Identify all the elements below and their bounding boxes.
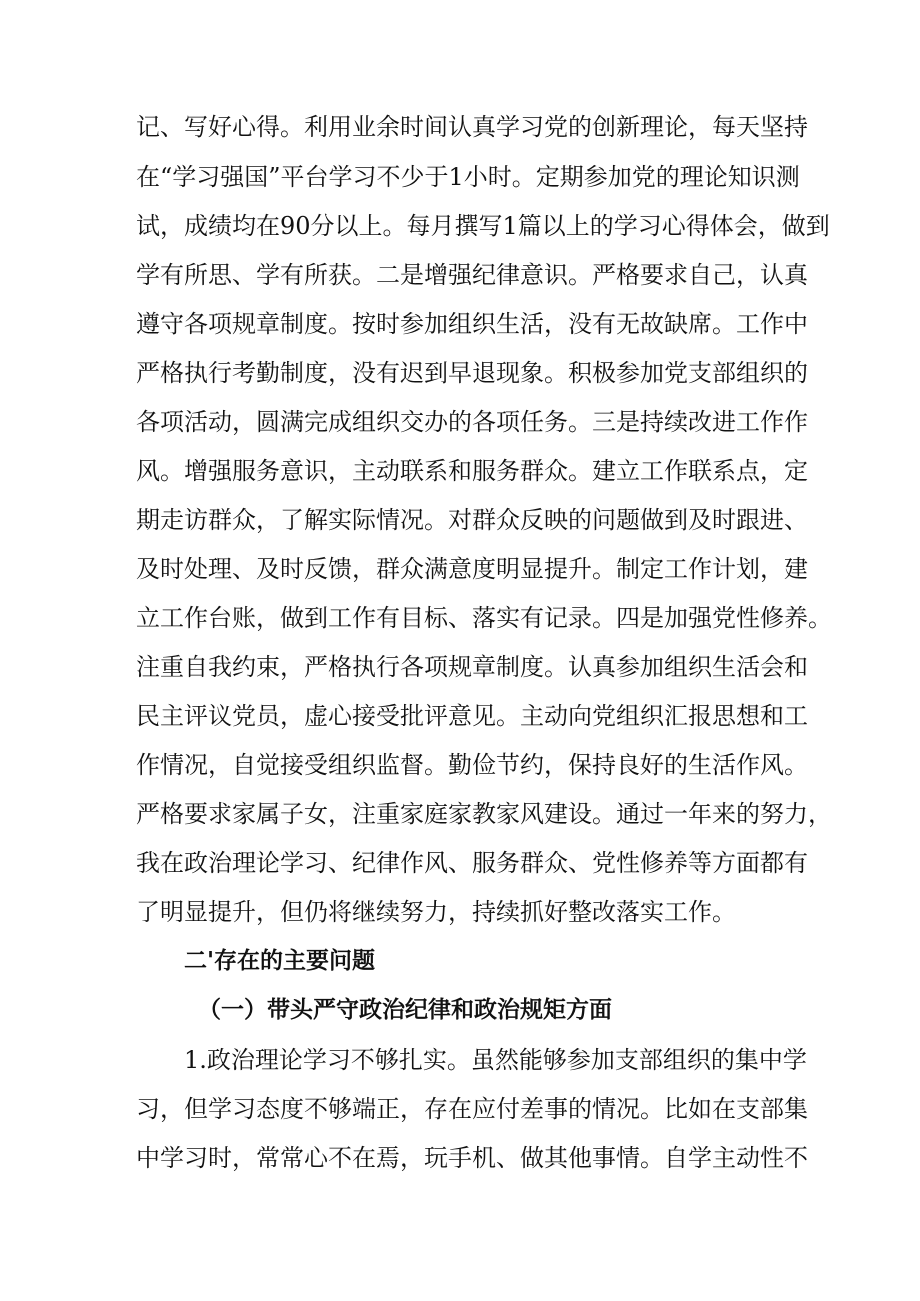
paragraph-line: 风。增强服务意识，主动联系和服务群众。建立工作联系点，定 [136,457,808,485]
paragraph-line: 严格执行考勤制度，没有迟到早退现象。积极参加党支部组织的 [136,359,808,387]
paragraph-line: 习，但学习态度不够端正，存在应付差事的情况。比如在支部集 [136,1095,808,1123]
paragraph-line: 各项活动，圆满完成组织交办的各项任务。三是持续改进工作作 [136,408,808,436]
paragraph-line: 中学习时，常常心不在焉，玩手机、做其他事情。自学主动性不 [136,1144,808,1172]
paragraph-line: 立工作台账，做到工作有目标、落实有记录。四是加强党性修养。 [136,604,832,632]
paragraph-line: 记、写好心得。利用业余时间认真学习党的创新理论，每天坚持 [136,113,808,141]
paragraph-line: 在“学习强国”平台学习不少于1小时。定期参加党的理论知识测 [136,163,800,191]
paragraph-line: 及时处理、及时反馈，群众满意度明显提升。制定工作计划，建 [136,555,808,583]
paragraph-line: 民主评议党员，虚心接受批评意见。主动向党组织汇报思想和工 [136,702,808,730]
paragraph-line: 注重自我约束，严格执行各项规章制度。认真参加组织生活会和 [136,653,808,681]
paragraph-line: 试，成绩均在90分以上。每月撰写1篇以上的学习心得体会，做到 [136,212,830,240]
paragraph-line: 期走访群众，了解实际情况。对群众反映的问题做到及时跟进、 [136,506,808,534]
paragraph-line: 了明显提升，但仍将继续努力，持续抓好整改落实工作。 [136,898,736,926]
paragraph-line: 遵守各项规章制度。按时参加组织生活，没有无故缺席。工作中 [136,310,808,338]
paragraph-line: 我在政治理论学习、纪律作风、服务群众、党性修养等方面都有 [136,849,808,877]
paragraph-line: 严格要求家属子女，注重家庭家教家风建设。通过一年来的努力， [136,800,832,828]
paragraph-line: 学有所思、学有所获。二是增强纪律意识。严格要求自己，认真 [136,261,808,289]
section-heading: 二'存在的主要问题 [184,948,376,974]
paragraph-line: 作情况，自觉接受组织监督。勤俭节约，保持良好的生活作风。 [136,751,808,779]
paragraph-line: 1.政治理论学习不够扎实。虽然能够参加支部组织的集中学 [184,1046,807,1074]
subsection-heading: （一）带头严守政治纪律和政治规矩方面 [198,997,612,1023]
